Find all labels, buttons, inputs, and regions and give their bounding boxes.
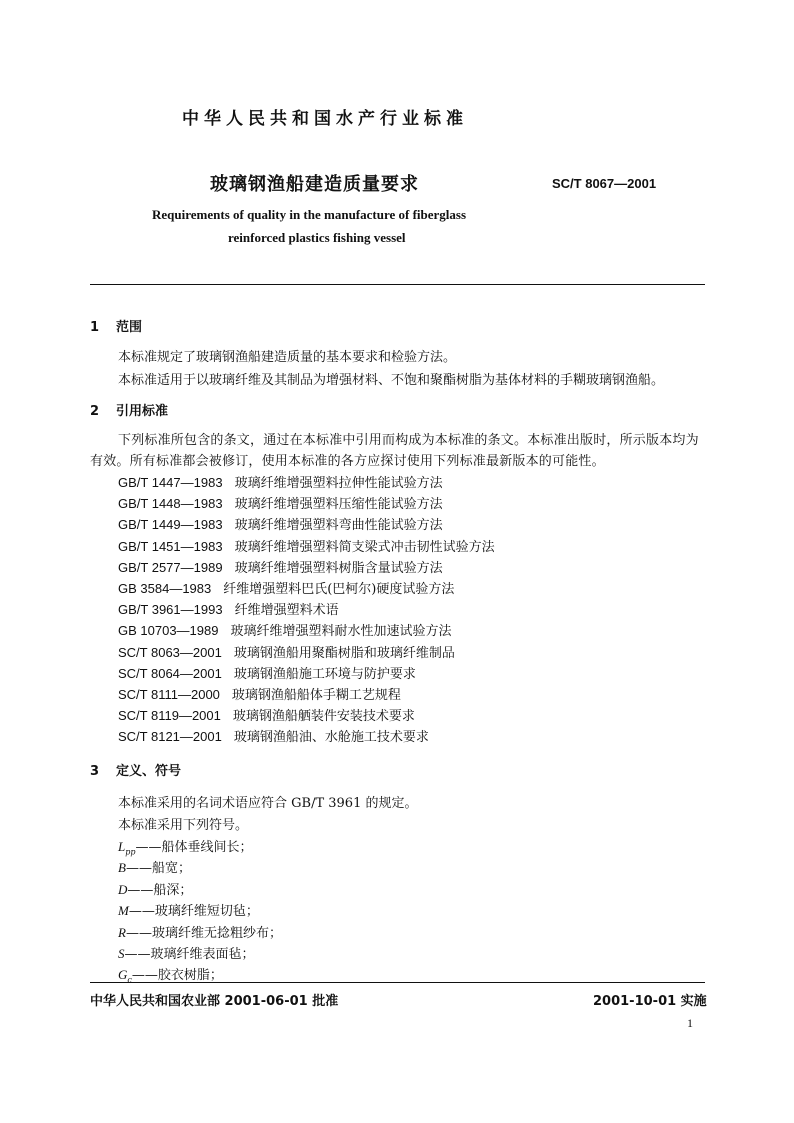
section-number: 1 (90, 320, 100, 335)
reference-code: GB/T 1449—1983 (118, 517, 223, 533)
reference-item (118, 514, 443, 533)
header-divider (90, 284, 705, 285)
reference-code: GB 3584—1983 (118, 581, 212, 596)
reference-title: 玻璃纤维增强塑料弯曲性能试验方法 (234, 518, 443, 534)
approval-note: 中华人民共和国农业部 2001-06-01 批准 (90, 994, 339, 1009)
symbol-description: ——船宽； (125, 861, 191, 877)
reference-code: GB/T 1451—1983 (118, 538, 223, 554)
reference-item (118, 705, 415, 724)
reference-item (118, 578, 454, 597)
reference-item (118, 642, 455, 661)
section-1-paragraph-1: 本标准规定了玻璃钢渔船建造质量的基本要求和检验方法。 (118, 350, 457, 365)
symbol-description: ——玻璃纤维短切毡； (128, 904, 259, 920)
symbol-letter: B (118, 860, 126, 876)
section-title: 引用标准 (116, 404, 169, 419)
symbol-letter: L (118, 839, 126, 854)
reference-item (118, 684, 401, 703)
reference-item (118, 599, 339, 618)
symbol-letter: D (118, 881, 128, 897)
section-title: 范围 (116, 320, 143, 335)
symbol-letter: R (118, 924, 126, 940)
reference-item (118, 557, 443, 576)
reference-code: SC/T 8063—2001 (118, 644, 222, 660)
symbol-item (118, 836, 253, 857)
symbol-item (118, 922, 282, 941)
section-number: 2 (90, 404, 100, 419)
page-number: 1 (687, 1016, 693, 1030)
symbol-subscript: pp (125, 847, 136, 857)
reference-title: 玻璃钢渔船油、水舱施工技术要求 (233, 730, 429, 746)
reference-code: GB/T 2577—1989 (118, 559, 223, 575)
reference-item (118, 472, 443, 491)
symbol-description: ——胶衣树脂； (131, 968, 223, 984)
reference-title: 玻璃纤维增强塑料压缩性能试验方法 (234, 497, 443, 513)
reference-item (118, 493, 443, 512)
section-title: 定义、符号 (116, 764, 182, 779)
symbol-item (118, 900, 259, 919)
document-title-zh: 玻璃钢渔船建造质量要求 (210, 174, 419, 195)
reference-code: SC/T 8064—2001 (118, 665, 222, 681)
reference-title: 玻璃钢渔船舾装件安装技术要求 (232, 709, 415, 725)
reference-title: 纤维增强塑料巴氏(巴柯尔)硬度试验方法 (223, 582, 455, 597)
symbol-description: ——玻璃纤维表面毡； (124, 947, 255, 962)
reference-item (118, 726, 429, 745)
reference-item (118, 536, 495, 555)
standard-code: SC/T 8067—2001 (552, 176, 657, 191)
section-1-heading (90, 316, 142, 335)
reference-title: 玻璃纤维增强塑料耐水性加速试验方法 (230, 624, 452, 640)
symbol-description: ——船深； (127, 882, 193, 898)
reference-item (118, 620, 451, 639)
reference-code: GB 10703—1989 (118, 623, 219, 639)
reference-item (118, 663, 416, 682)
document-title-en-line1: Requirements of quality in the manufacture of fiberglass (152, 207, 467, 222)
symbol-letter: M (118, 903, 129, 919)
symbol-description: ——玻璃纤维无捻粗纱布； (125, 925, 282, 941)
symbol-letter: G (118, 967, 128, 983)
reference-title: 玻璃纤维增强塑料简支梁式冲击韧性试验方法 (234, 539, 495, 555)
reference-code: GB/T 1448—1983 (118, 496, 223, 512)
issuing-organization: 中华人民共和国水产行业标准 (182, 109, 468, 129)
symbol-item (118, 943, 255, 962)
section-3-paragraph-2: 本标准采用下列符号。 (118, 818, 249, 833)
reference-code: GB/T 1447—1983 (118, 475, 223, 490)
section-1-paragraph-2: 本标准适用于以玻璃纤维及其制品为增强材料、不饱和聚酯树脂为基体材料的手糊玻璃钢渔船。 (118, 373, 665, 388)
reference-code: SC/T 8111—2000 (118, 687, 220, 702)
symbol-description: ——船体垂线间长； (135, 840, 253, 855)
reference-title: 玻璃纤维增强塑料树脂含量试验方法 (234, 560, 443, 576)
symbol-subscript: c (127, 975, 132, 985)
reference-title: 纤维增强塑料术语 (234, 603, 339, 619)
symbol-letter: S (118, 946, 125, 961)
reference-code: SC/T 8119—2001 (118, 708, 221, 724)
reference-title: 玻璃纤维增强塑料拉伸性能试验方法 (234, 476, 443, 491)
reference-title: 玻璃钢渔船施工环境与防护要求 (233, 666, 416, 682)
symbol-item (118, 857, 191, 876)
reference-code: GB/T 3961—1993 (118, 602, 223, 618)
section-3-paragraph-1: 本标准采用的名词术语应符合 GB/T 3961 的规定。 (118, 796, 418, 811)
section-3-heading (90, 760, 181, 779)
section-2-heading (90, 400, 168, 419)
effective-date: 2001-10-01 实施 (593, 994, 707, 1009)
reference-title: 玻璃钢渔船用聚酯树脂和玻璃纤维制品 (233, 645, 455, 661)
section-number: 3 (90, 764, 100, 779)
section-2-intro: 下列标准所包含的条文，通过在本标准中引用而构成为本标准的条文。本标准出版时，所示版本均为有效。所有标准都会被修订，使用本标准的各方应探讨使用下列标准最新版本的可能性。 (90, 433, 699, 469)
reference-title: 玻璃钢渔船船体手糊工艺规程 (231, 688, 401, 703)
document-title-en-line2: reinforced plastics fishing vessel (228, 230, 406, 245)
footer-divider (90, 982, 705, 983)
reference-code: SC/T 8121—2001 (118, 729, 222, 745)
symbol-item (118, 879, 192, 898)
